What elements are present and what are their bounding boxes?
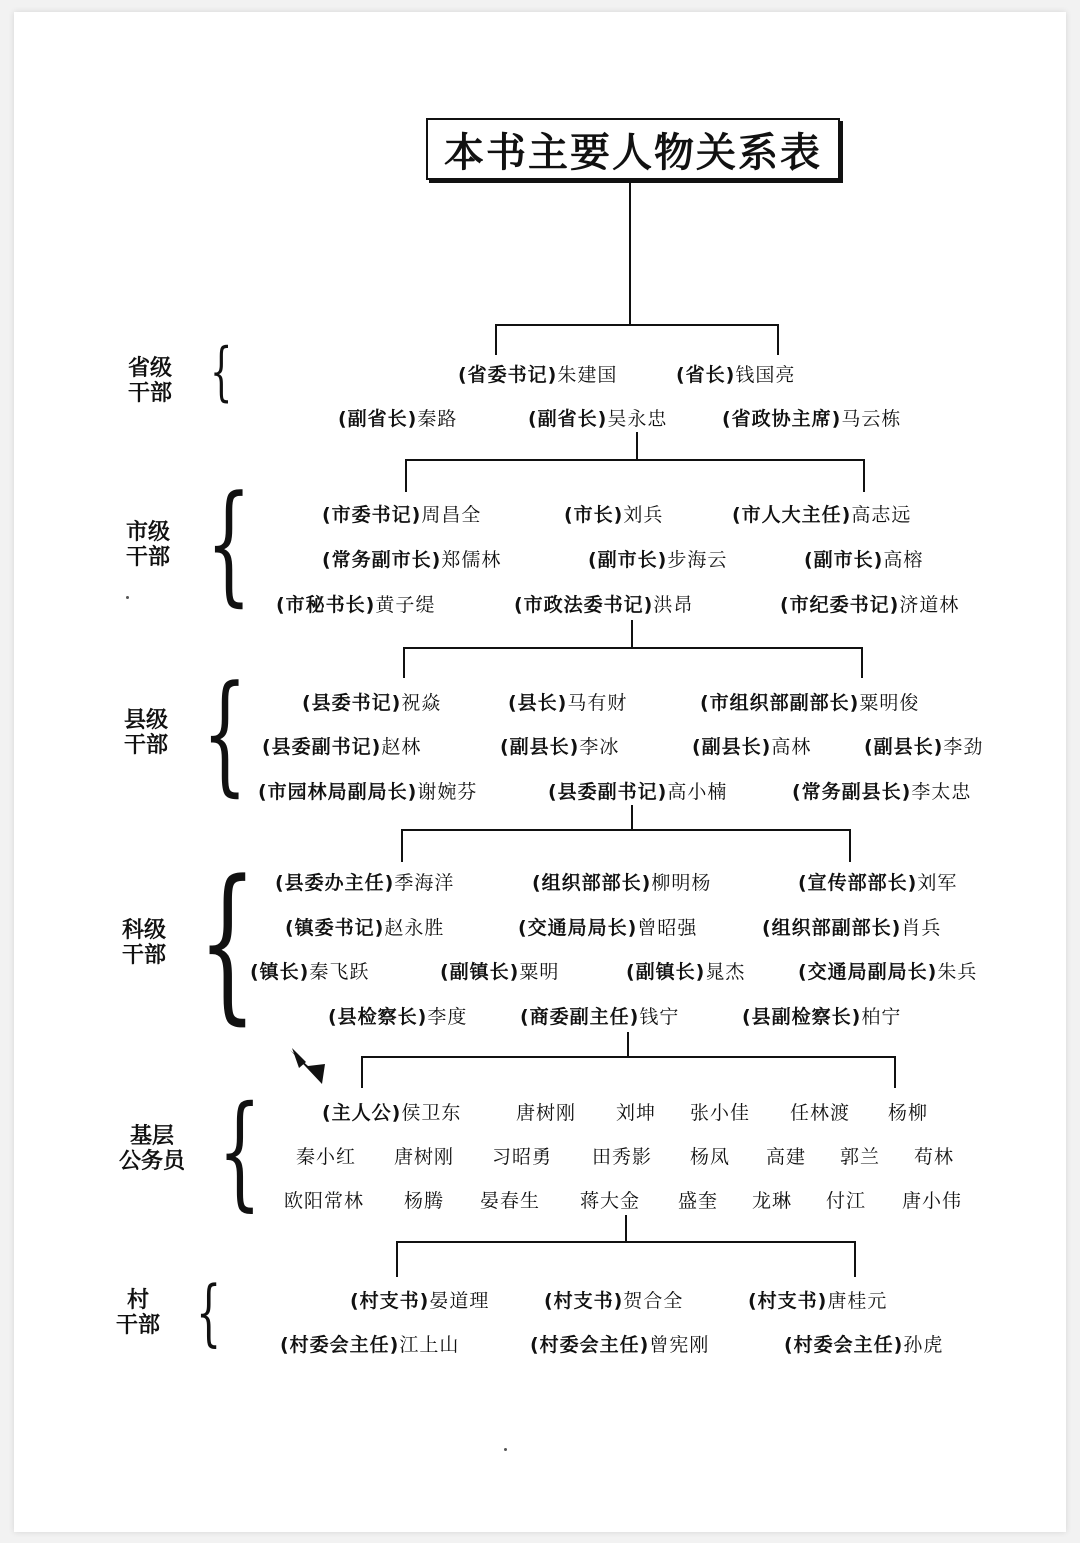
person-entry	[458, 360, 617, 387]
person-name: 马有财	[567, 692, 628, 714]
person-entry	[322, 500, 481, 527]
person-name: 赵林	[381, 736, 422, 758]
person-entry	[798, 868, 957, 895]
person-name: 苟林	[914, 1146, 955, 1168]
person-name: 高建	[766, 1146, 807, 1168]
person-name: 任林渡	[790, 1102, 851, 1124]
person-name: 秦路	[417, 408, 458, 430]
person-entry	[548, 777, 727, 804]
person-name: 秦飞跃	[309, 961, 370, 983]
role-title: (商委副主任)	[520, 1006, 640, 1028]
bracket-section	[402, 830, 850, 862]
bracket-village	[397, 1242, 855, 1277]
person-entry	[864, 732, 983, 759]
role-title: (市秘书长)	[276, 594, 376, 616]
speck	[504, 1448, 507, 1451]
person-name: 唐树刚	[394, 1146, 455, 1168]
role-title: (村支书)	[544, 1290, 624, 1312]
role-title: (村支书)	[748, 1290, 828, 1312]
person-name: 朱兵	[937, 961, 978, 983]
level-label-county: 县级 干部	[123, 708, 168, 758]
person-entry	[500, 732, 619, 759]
brace-county: {	[202, 657, 248, 809]
person-name: 欧阳常林	[284, 1190, 365, 1212]
person-entry	[530, 1330, 709, 1357]
person-name: 高志远	[851, 504, 912, 526]
person-name: 周昌全	[421, 504, 482, 526]
person-entry	[914, 1142, 954, 1169]
person-entry	[296, 1142, 356, 1169]
role-title: (市政法委书记)	[514, 594, 654, 616]
person-entry	[516, 1098, 576, 1125]
person-entry	[328, 1002, 467, 1029]
person-name: 刘坤	[616, 1102, 657, 1124]
person-name: 步海云	[667, 549, 728, 571]
person-name: 曾昭强	[637, 917, 698, 939]
person-name: 柳明杨	[651, 872, 712, 894]
role-title: (村支书)	[350, 1290, 430, 1312]
person-name: 钱宁	[639, 1006, 680, 1028]
person-name: 朱建国	[557, 364, 618, 386]
person-name: 田秀影	[592, 1146, 653, 1168]
person-entry	[394, 1142, 454, 1169]
person-entry	[748, 1286, 887, 1313]
role-title: (副县长)	[864, 736, 944, 758]
person-name: 柏宁	[861, 1006, 902, 1028]
person-entry	[840, 1142, 880, 1169]
person-name: 蒋大金	[580, 1190, 641, 1212]
level-label-city: 市级 干部	[125, 520, 170, 570]
person-name: 高林	[771, 736, 812, 758]
role-title: (副县长)	[500, 736, 580, 758]
person-entry	[520, 1002, 679, 1029]
brace-provincial: {	[210, 335, 233, 409]
role-title: (组织部部长)	[532, 872, 652, 894]
person-entry	[528, 404, 667, 431]
person-entry	[792, 777, 971, 804]
person-entry	[752, 1186, 792, 1213]
person-entry	[626, 957, 745, 984]
person-name: 秦小红	[296, 1146, 357, 1168]
level-label-provincial: 省级 干部	[127, 356, 172, 406]
person-entry	[780, 590, 959, 617]
role-title: (县委办主任)	[275, 872, 395, 894]
person-name: 龙琳	[752, 1190, 793, 1212]
person-entry	[722, 404, 901, 431]
role-title: (县检察长)	[328, 1006, 428, 1028]
role-title: (副市长)	[804, 549, 884, 571]
person-entry	[508, 688, 627, 715]
person-entry	[280, 1330, 459, 1357]
person-name: 吴永忠	[607, 408, 668, 430]
person-entry	[532, 868, 711, 895]
role-title: (常务副县长)	[792, 781, 912, 803]
person-entry	[564, 500, 663, 527]
role-title: (市长)	[564, 504, 624, 526]
person-entry	[302, 688, 441, 715]
role-title: (村委会主任)	[280, 1334, 400, 1356]
person-entry	[284, 1186, 364, 1213]
person-name: 张小佳	[690, 1102, 751, 1124]
role-title: (省政协主席)	[722, 408, 842, 430]
role-title: (副镇长)	[440, 961, 520, 983]
person-entry	[888, 1098, 928, 1125]
person-entry	[440, 957, 559, 984]
person-entry	[276, 590, 435, 617]
person-name: 郑儒林	[441, 549, 502, 571]
person-name: 马云栋	[841, 408, 902, 430]
role-title: (组织部副部长)	[762, 917, 902, 939]
role-title: (交通局局长)	[518, 917, 638, 939]
person-name: 孙虎	[903, 1334, 944, 1356]
role-title: (县委副书记)	[548, 781, 668, 803]
person-name: 肖兵	[901, 917, 942, 939]
person-name: 唐桂元	[827, 1290, 888, 1312]
person-name: 唐树刚	[516, 1102, 577, 1124]
role-title: (县委书记)	[302, 692, 402, 714]
person-entry	[692, 732, 811, 759]
role-title: (市园林局副局长)	[258, 781, 418, 803]
bracket-grassroots	[362, 1057, 895, 1088]
level-label-village: 村 干部	[115, 1288, 160, 1338]
person-name: 高小楠	[667, 781, 728, 803]
level-label-section: 科级 干部	[121, 918, 166, 968]
person-name: 洪昂	[653, 594, 694, 616]
speck	[126, 596, 129, 599]
person-entry	[690, 1142, 730, 1169]
person-name: 祝焱	[401, 692, 442, 714]
chart-title: 本书主要人物关系表	[426, 118, 840, 180]
person-entry	[514, 590, 693, 617]
person-entry	[798, 957, 977, 984]
role-title: (村委会主任)	[784, 1334, 904, 1356]
role-title: (市委书记)	[322, 504, 422, 526]
role-title: (市人大主任)	[732, 504, 852, 526]
role-title: (县副检察长)	[742, 1006, 862, 1028]
brace-grassroots: {	[218, 1080, 262, 1224]
person-entry	[250, 957, 369, 984]
bracket-county	[404, 648, 862, 678]
person-name: 济道林	[899, 594, 960, 616]
person-entry	[766, 1142, 806, 1169]
brace-village: {	[196, 1270, 222, 1354]
person-name: 晏春生	[480, 1190, 541, 1212]
person-name: 付江	[826, 1190, 867, 1212]
person-name: 赵永胜	[384, 917, 445, 939]
role-title: (省委书记)	[458, 364, 558, 386]
role-title: (村委会主任)	[530, 1334, 650, 1356]
person-name: 晏道理	[429, 1290, 490, 1312]
person-name: 唐小伟	[902, 1190, 963, 1212]
person-name: 杨凤	[690, 1146, 731, 1168]
role-title: (主人公)	[322, 1102, 402, 1124]
person-name: 刘军	[917, 872, 958, 894]
person-name: 粟明	[519, 961, 560, 983]
person-name: 粟明俊	[859, 692, 920, 714]
bracket-city	[406, 460, 864, 492]
role-title: (交通局副局长)	[798, 961, 938, 983]
person-name: 黄子缇	[375, 594, 436, 616]
person-entry	[690, 1098, 750, 1125]
person-name: 李劲	[943, 736, 984, 758]
person-entry	[784, 1330, 943, 1357]
person-entry	[492, 1142, 552, 1169]
bracket-provincial	[496, 325, 778, 355]
person-name: 钱国亮	[735, 364, 796, 386]
person-entry	[592, 1142, 652, 1169]
person-entry	[742, 1002, 901, 1029]
person-name: 贺合全	[623, 1290, 684, 1312]
person-name: 晁杰	[705, 961, 746, 983]
role-title: (常务副市长)	[322, 549, 442, 571]
role-title: (市组织部副部长)	[700, 692, 860, 714]
person-entry	[902, 1186, 962, 1213]
person-name: 侯卫东	[401, 1102, 462, 1124]
role-title: (县委副书记)	[262, 736, 382, 758]
person-name: 盛奎	[678, 1190, 719, 1212]
role-title: (市纪委书记)	[780, 594, 900, 616]
role-title: (副市长)	[588, 549, 668, 571]
role-title: (镇委书记)	[285, 917, 385, 939]
person-entry	[350, 1286, 489, 1313]
person-entry	[762, 913, 941, 940]
person-entry	[275, 868, 454, 895]
role-title: (副省长)	[338, 408, 418, 430]
person-entry	[700, 688, 919, 715]
person-entry	[678, 1186, 718, 1213]
person-entry	[544, 1286, 683, 1313]
person-entry	[285, 913, 444, 940]
person-name: 高榕	[883, 549, 924, 571]
person-entry	[616, 1098, 656, 1125]
level-label-grassroots: 基层 公务员	[118, 1124, 185, 1174]
brace-city: {	[206, 467, 252, 619]
role-title: (副县长)	[692, 736, 772, 758]
person-name: 谢婉芬	[417, 781, 478, 803]
person-name: 李度	[427, 1006, 468, 1028]
person-name: 杨柳	[888, 1102, 929, 1124]
person-name: 刘兵	[623, 504, 664, 526]
person-entry	[580, 1186, 640, 1213]
person-entry	[480, 1186, 540, 1213]
person-entry	[826, 1186, 866, 1213]
role-title: (镇长)	[250, 961, 310, 983]
person-entry	[322, 545, 501, 572]
role-title: (副省长)	[528, 408, 608, 430]
role-title: (省长)	[676, 364, 736, 386]
person-entry	[588, 545, 727, 572]
person-entry	[262, 732, 421, 759]
person-name: 曾宪刚	[649, 1334, 710, 1356]
person-entry	[518, 913, 697, 940]
person-entry	[732, 500, 911, 527]
role-title: (宣传部部长)	[798, 872, 918, 894]
person-entry	[258, 777, 477, 804]
person-name: 季海洋	[394, 872, 455, 894]
person-name: 李冰	[579, 736, 620, 758]
person-entry	[322, 1098, 461, 1125]
person-name: 郭兰	[840, 1146, 881, 1168]
person-name: 江上山	[399, 1334, 460, 1356]
person-entry	[790, 1098, 850, 1125]
person-name: 杨腾	[404, 1190, 445, 1212]
person-name: 习昭勇	[492, 1146, 553, 1168]
person-entry	[404, 1186, 444, 1213]
person-name: 李太忠	[911, 781, 972, 803]
person-entry	[676, 360, 795, 387]
person-entry	[804, 545, 923, 572]
role-title: (县长)	[508, 692, 568, 714]
person-entry	[338, 404, 457, 431]
brace-section: {	[198, 844, 257, 1040]
role-title: (副镇长)	[626, 961, 706, 983]
